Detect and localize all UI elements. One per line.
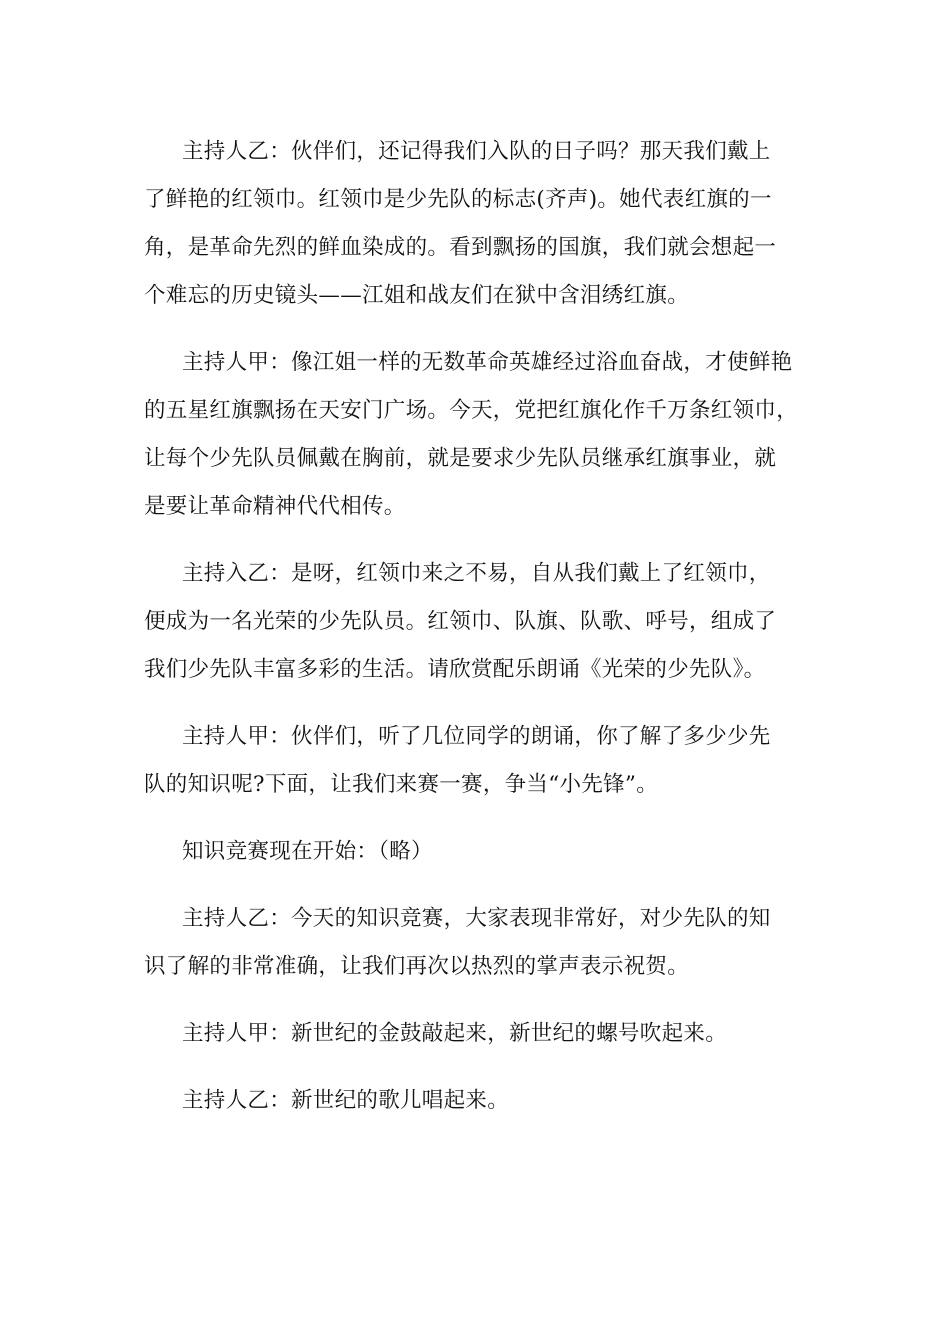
text-line: 让每个少先队员佩戴在胸前，就是要求少先队员继承红旗事业，就 (144, 446, 777, 471)
paragraph-host-jia-2 (144, 713, 809, 809)
text-line: 主持人甲：新世纪的金鼓敲起来，新世纪的螺号吹起来。 (182, 1021, 728, 1046)
paragraph-host-yi-1 (144, 128, 809, 320)
document-body (144, 128, 809, 1144)
text-line: 便成为一名光荣的少先队员。红领巾、队旗、队歌、呼号，组成了 (144, 609, 777, 634)
text-line: 主持人乙：今天的知识竞赛，大家表现非常好，对少先队的知 (182, 906, 771, 931)
text-line: 我们少先队丰富多彩的生活。请欣赏配乐朗诵《光荣的少先队》。 (144, 657, 766, 682)
text-line: 主持人乙：新世纪的歌儿唱起来。 (182, 1088, 510, 1113)
text-line: 主持人乙：伙伴们，还记得我们入队的日子吗？那天我们戴上 (182, 139, 771, 164)
text-line: 角，是革命先烈的鲜血染成的。看到飘扬的国旗，我们就会想起一 (144, 235, 777, 260)
text-line: 主持入乙：是呀，红领巾来之不易，自从我们戴上了红领巾， (182, 561, 771, 586)
text-line: 识了解的非常准确，让我们再次以热烈的掌声表示祝贺。 (144, 954, 690, 979)
text-line: 的五星红旗飘扬在天安门广场。今天，党把红旗化作千万条红领巾， (144, 398, 799, 423)
paragraph-host-jia-1 (144, 339, 809, 531)
paragraph-host-yi-4 (144, 1077, 809, 1125)
paragraph-host-yi-2 (144, 550, 809, 694)
text-line: 了鲜艳的红领巾。红领巾是少先队的标志(齐声)。她代表红旗的一 (144, 187, 772, 212)
paragraph-host-jia-3 (144, 1010, 809, 1058)
text-line: 知识竞赛现在开始：（略） (182, 839, 433, 864)
text-line: 主持人甲：像江姐一样的无数革命英雄经过浴血奋战，才使鲜艳 (182, 350, 793, 375)
paragraph-quiz-start (144, 828, 809, 876)
text-line: 是要让革命精神代代相传。 (144, 494, 406, 519)
text-line: 队的知识呢?下面，让我们来赛一赛，争当“小先锋”。 (144, 772, 659, 797)
text-line: 主持人甲：伙伴们，听了几位同学的朗诵，你了解了多少少先 (182, 724, 771, 749)
text-line: 个难忘的历史镜头——江姐和战友们在狱中含泪绣红旗。 (144, 283, 690, 308)
paragraph-host-yi-3 (144, 895, 809, 991)
